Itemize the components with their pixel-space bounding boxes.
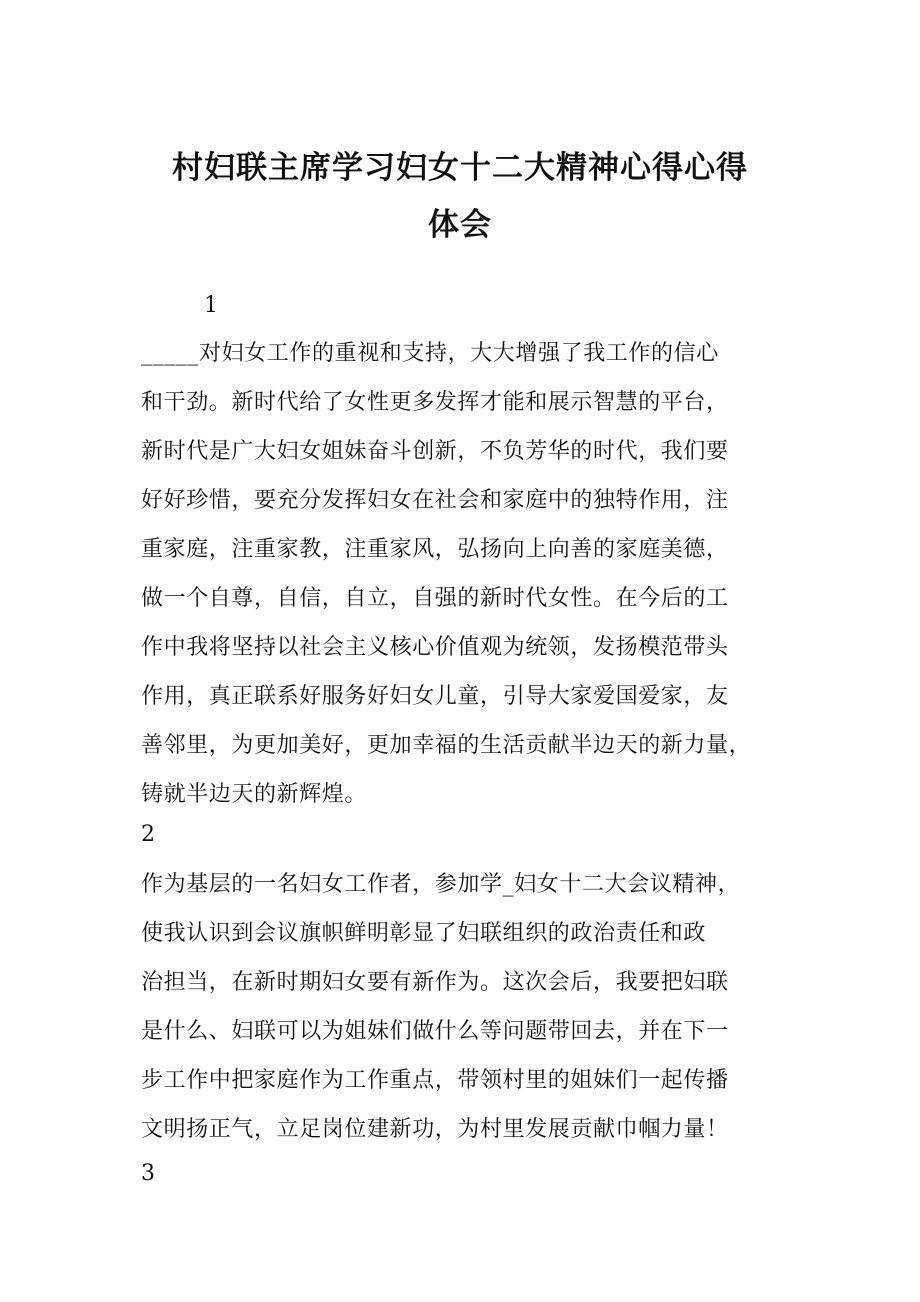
section-1-line: 好好珍惜，要充分发挥妇女在社会和家庭中的独特作用，注 bbox=[141, 488, 729, 513]
section-number-1: 1 bbox=[204, 293, 218, 318]
section-1-line: _____对妇女工作的重视和支持，大大增强了我工作的信心 bbox=[141, 341, 719, 366]
section-1-line: 重家庭，注重家教，注重家风，弘扬向上向善的家庭美德， bbox=[141, 537, 729, 562]
section-2-line: 治担当，在新时期妇女要有新作为。这次会后，我要把妇联 bbox=[141, 970, 729, 995]
section-2-line: 文明扬正气，立足岗位建新功，为村里发展贡献巾帼力量！ bbox=[141, 1117, 729, 1142]
section-1-line: 和干劲。新时代给了女性更多发挥才能和展示智慧的平台， bbox=[141, 390, 729, 415]
section-2-line: 是什么、妇联可以为姐妹们做什么等问题带回去，并在下一 bbox=[141, 1019, 729, 1044]
section-1-line: 作中我将坚持以社会主义核心价值观为统领，发扬模范带头 bbox=[141, 635, 729, 660]
section-1-line: 新时代是广大妇女姐妹奋斗创新，不负芳华的时代，我们要 bbox=[141, 439, 729, 464]
section-number-2: 2 bbox=[141, 822, 155, 847]
section-1-line: 做一个自尊，自信，自立，自强的新时代女性。在今后的工 bbox=[141, 586, 729, 611]
section-2-line: 使我认识到会议旗帜鲜明彰显了妇联组织的政治责任和政 bbox=[141, 921, 707, 946]
document-title-line-2: 体会 bbox=[428, 207, 492, 243]
section-2-line: 作为基层的一名妇女工作者，参加学_妇女十二大会议精神， bbox=[141, 872, 741, 897]
section-2-line: 步工作中把家庭作为工作重点，带领村里的姐妹们一起传播 bbox=[141, 1068, 729, 1093]
section-number-3: 3 bbox=[141, 1161, 155, 1186]
section-1-line: 铸就半边天的新辉煌。 bbox=[141, 782, 368, 807]
section-1-line: 作用，真正联系好服务好妇女儿童，引导大家爱国爱家，友 bbox=[141, 684, 729, 709]
document-title-line-1: 村妇联主席学习妇女十二大精神心得心得 bbox=[172, 150, 748, 186]
section-1-line: 善邻里，为更加美好，更加幸福的生活贡献半边天的新力量， bbox=[141, 733, 752, 758]
